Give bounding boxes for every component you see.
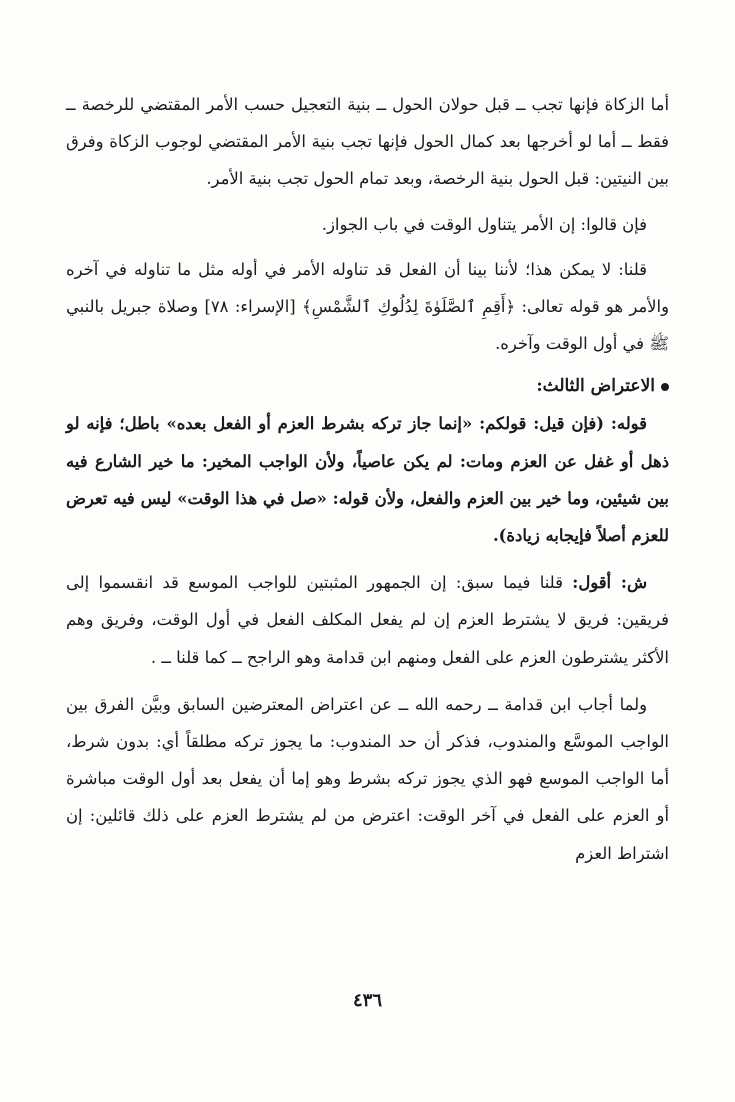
paragraph-quoted-text: قوله: (فإن قيل: قولكم: «إنما جاز تركه بشرط العزم أو الفعل بعده» باطل؛ فإنه لو ذهل أو غفل عن العزم ومات: لم يكن عاصياً، ولأن الواجب المخير: ما خير الشارع فيه بين شيئين، وما خير بين العزم والفعل، ولأن قوله: «صل في هذا الوقت» ليس فيه تعرض للعزم أصلاً فإيجابه زيادة).	[66, 414, 669, 546]
paragraph-commentary	[66, 564, 669, 676]
page-number: ٤٣٦	[352, 990, 382, 1011]
bullet-icon	[661, 383, 669, 391]
section-heading	[66, 368, 669, 405]
commentary-label: ش: أقول:	[572, 573, 647, 593]
paragraph-zakat: أما الزكاة فإنها تجب ــ قبل حولان الحول ــ بنية التعجيل حسب الأمر المقتضي للرخصة ــ فقط ــ أما لو أخرجها بعد كمال الحول فإنها تجب بنية الأمر المقتضي لوجوب الزكاة وفرق بين النيتين: قبل الحول بنية الرخصة، وبعد تمام الحول تجب بنية الأمر.	[66, 95, 669, 189]
commentary-text: قلنا فيما سبق: إن الجمهور المثبتين للواجب الموسع قد انقسموا إلى فريقين: فريق لا يشترط العزم إن لم يفعل المكلف الفعل في أول الوقت، وفريق وهم الأكثر يشترطون العزم على الفعل ومنهم ابن قدامة وهو الراجح ــ كما قلنا ــ .	[66, 573, 669, 667]
paragraph-reply: قلنا: لا يمكن هذا؛ لأننا بينا أن الفعل قد تناوله الأمر في أوله مثل ما تناوله في آخره والأمر هو قوله تعالى: ﴿أَقِمِ ٱلصَّلَوٰةَ لِدُلُوكِ ٱلشَّمْسِ﴾ [الإسراء: ٧٨] وصلاة جبريل بالنبي ﷺ في أول الوقت وآخره.	[66, 259, 669, 354]
section-heading-text: الاعتراض الثالث:	[536, 376, 655, 397]
paragraph-ibn-qudama: ولما أجاب ابن قدامة ــ رحمه الله ــ عن اعتراض المعترضين السابق وبيَّن الفرق بين الواجب الموسَّع والمندوب، فذكر أن حد المندوب: ما يجوز تركه مطلقاً أي: بدون شرط، أما الواجب الموسع فهو الذي يجوز تركه بشرط وهو إما أن يفعل بعد أول الوقت مباشرة أو العزم على الفعل في آخر الوقت: اعترض من لم يشترط العزم على ذلك قائلين: إن اشتراط العزم	[66, 694, 669, 863]
paragraph-objection: فإن قالوا: إن الأمر يتناول الوقت في باب الجواز.	[321, 214, 647, 234]
